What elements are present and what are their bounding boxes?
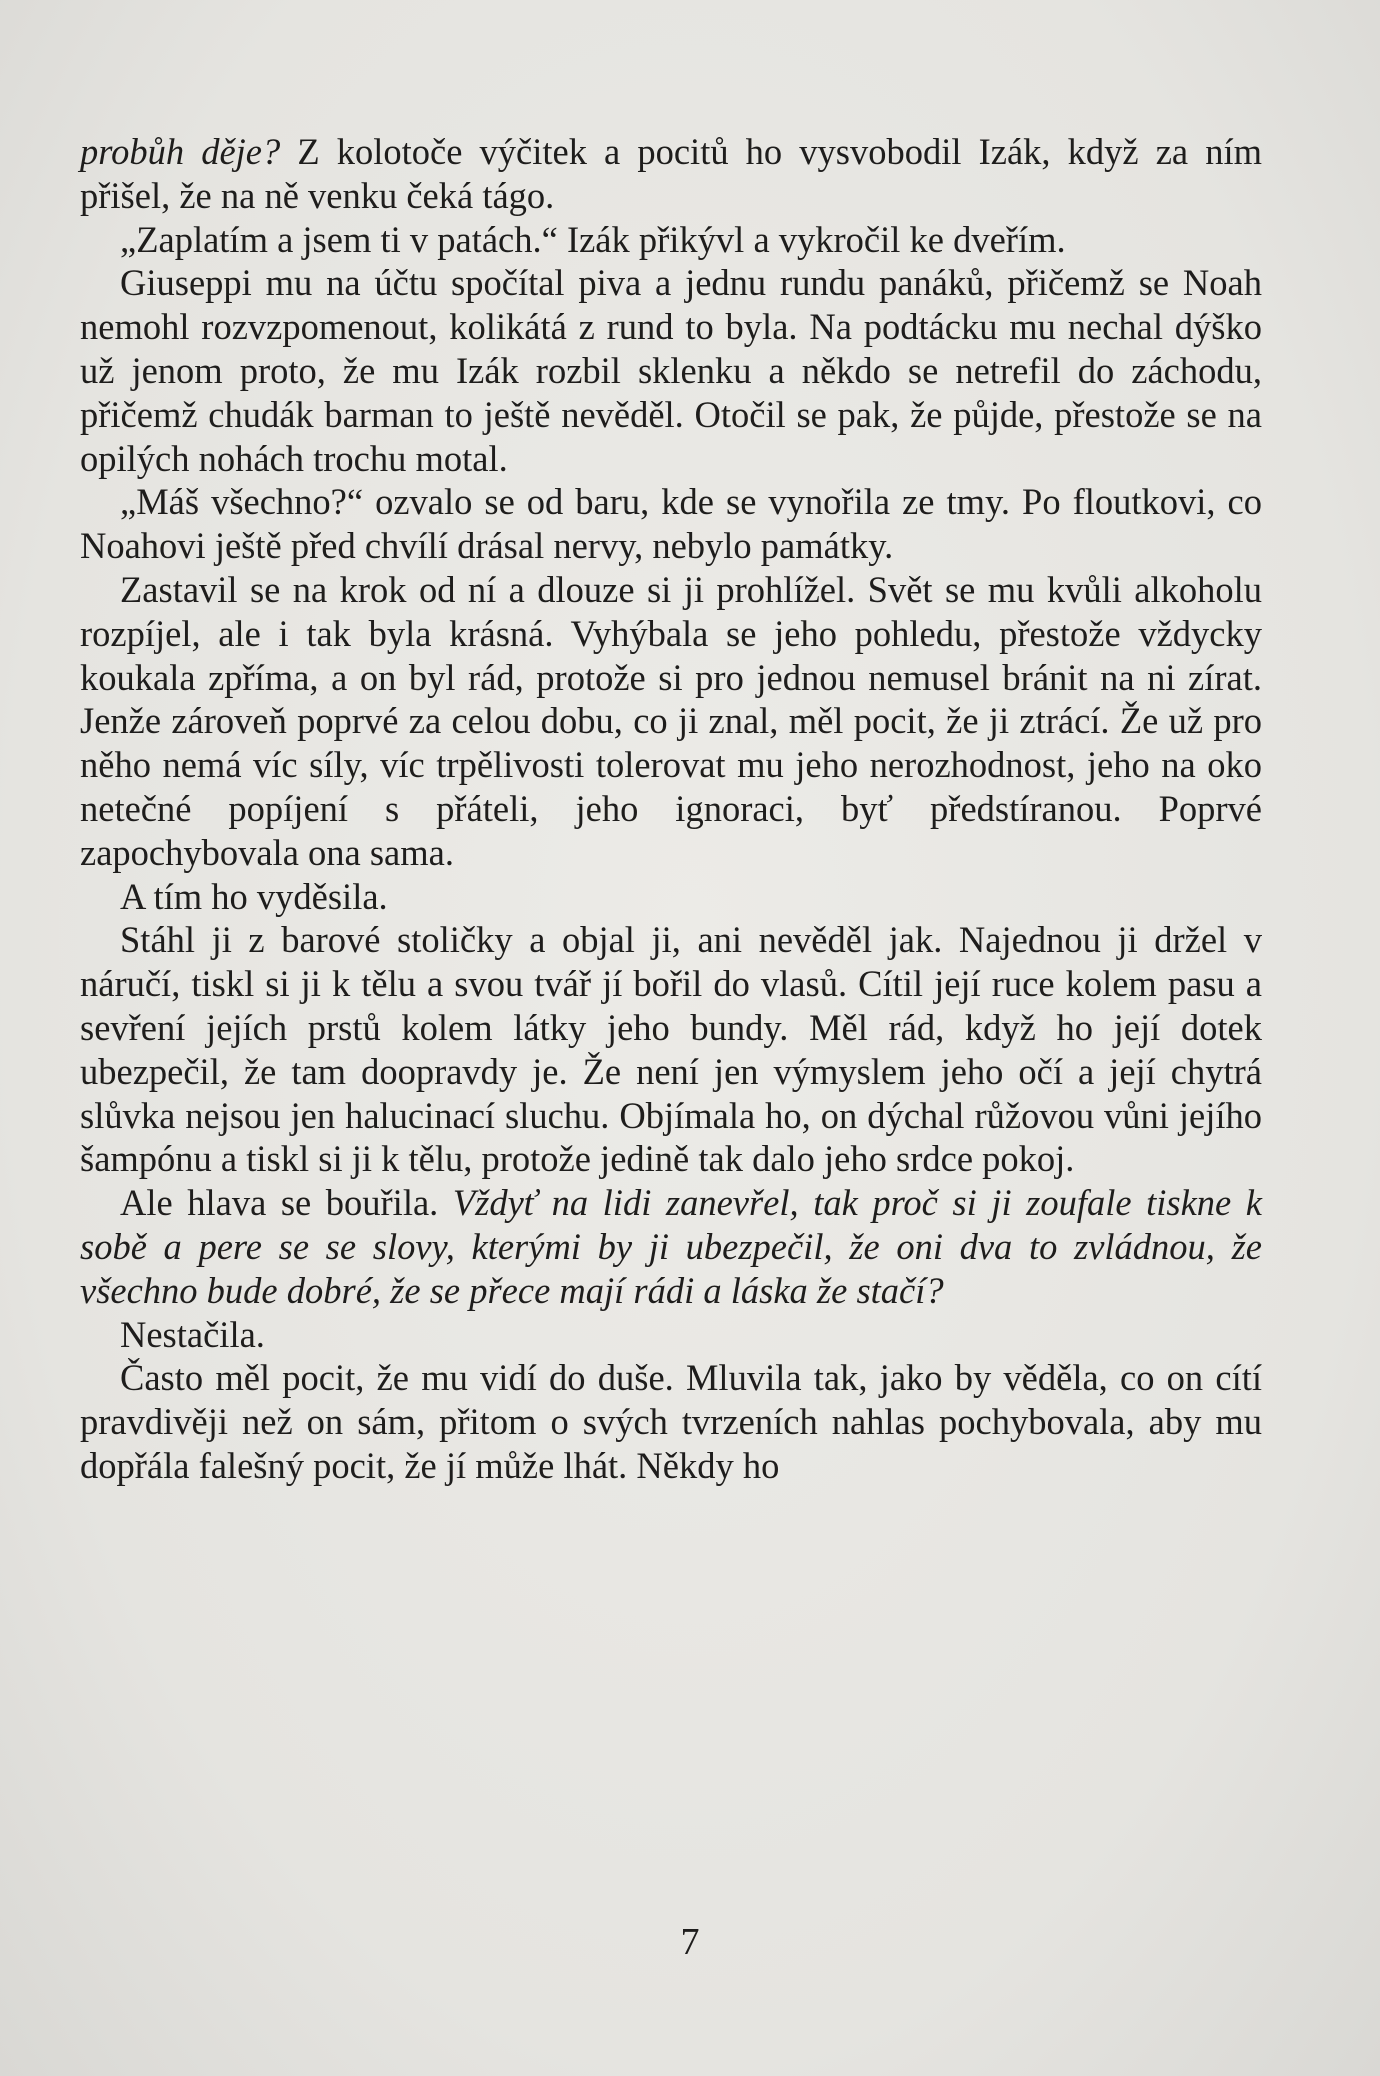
text-segment: Giuseppi mu na účtu spočítal piva a jednu rundu panáků, přičemž se Noah nemohl rozvzpomenout, kolikátá z rund to byla. Na podtácku mu nechal dýško už jenom proto, že mu Izák rozbil sklenku a někdo se netrefil do záchodu, přičemž chudák barman to ještě nevěděl. Otočil se pak, že půjde, přestože se na opilých nohách trochu motal. (80, 262, 1262, 479)
body-text (80, 130, 1262, 1488)
paragraph (80, 1181, 1262, 1312)
italic-text: probůh děje? (80, 131, 281, 172)
paragraph (80, 261, 1262, 480)
paragraph (80, 1313, 1262, 1357)
paragraph (80, 568, 1262, 875)
text-segment: Nestačila. (120, 1313, 265, 1355)
paragraph (80, 480, 1262, 568)
paragraph (80, 130, 1262, 218)
text-segment: A tím ho vyděsila. (120, 875, 388, 917)
italic-text: Vždyť na lidi zanevřel, tak proč si ji zoufale tiskne k sobě a pere se se slovy, kterými by ji ubezpečil, že oni dva to zvládnou, že všechno bude dobré, že se přece mají rádi a láska že stačí? (80, 1182, 1262, 1311)
paragraph (80, 1356, 1262, 1487)
text-segment: „Máš všechno?“ ozvalo se od baru, kde se vynořila ze tmy. Po floutkovi, co Noahovi ještě před chvílí drásal nervy, nebylo památky. (80, 481, 1262, 567)
paragraph (80, 875, 1262, 919)
text-segment: Ale hlava se bouřila. (120, 1182, 453, 1224)
text-segment: Stáhl ji z barové stoličky a objal ji, ani nevěděl jak. Najednou ji držel v náručí, tiskl si ji k tělu a svou tvář jí bořil do vlasů. Cítil její ruce kolem pasu a sevření jejích prstů kolem látky jeho bundy. Měl rád, když ho její dotek ubezpečil, že tam doopravdy je. Že není jen výmyslem jeho očí a její chytrá slůvka nejsou jen halucinací sluchu. Objímala ho, on dýchal růžovou vůni jejího šampónu a tiskl si ji k tělu, protože jedině tak dalo jeho srdce pokoj. (80, 919, 1262, 1180)
text-segment: „Zaplatím a jsem ti v patách.“ Izák přikývl a vykročil ke dveřím. (120, 218, 1066, 260)
paragraph (80, 918, 1262, 1181)
page-number: 7 (680, 1921, 700, 1963)
text-segment: Zastavil se na krok od ní a dlouze si ji prohlížel. Svět se mu kvůli alkoholu rozpíjel, ale i tak byla krásná. Vyhýbala se jeho pohledu, přestože vždycky koukala zpříma, a on byl rád, protože si pro jednou nemusel bránit na ni zírat. Jenže zároveň poprvé za celou dobu, co ji znal, měl pocit, že ji ztrácí. Že už pro něho nemá víc síly, víc trpělivosti tolerovat mu jeho nerozhodnost, jeho na oko netečné popíjení s přáteli, jeho ignoraci, byť předstíranou. Poprvé zapochybovala ona sama. (80, 568, 1262, 873)
text-segment: Často měl pocit, že mu vidí do duše. Mluvila tak, jako by věděla, co on cítí pravdivěji než on sám, přitom o svých tvrzeních nahlas pochybovala, aby mu dopřála falešný pocit, že jí může lhát. Někdy ho (80, 1357, 1262, 1486)
text-segment: Z kolotoče výčitek a pocitů ho vysvobodil Izák, když za ním přišel, že na ně venku čeká tágo. (80, 131, 1262, 216)
paragraph (80, 218, 1262, 262)
